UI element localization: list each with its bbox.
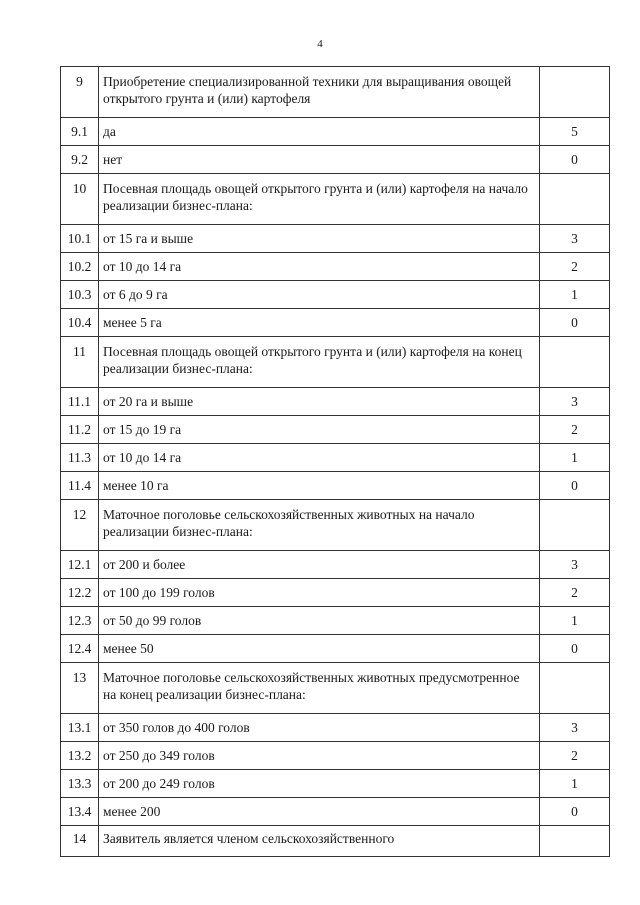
option-text: от 10 до 14 га — [99, 444, 540, 472]
score-cell: 1 — [540, 607, 610, 635]
row-number: 9.2 — [61, 146, 99, 174]
option-text: от 250 до 349 голов — [99, 742, 540, 770]
row-number: 10.1 — [61, 225, 99, 253]
table-row — [61, 472, 610, 500]
score-cell: 5 — [540, 118, 610, 146]
score-cell: 1 — [540, 281, 610, 309]
option-text: от 20 га и выше — [99, 388, 540, 416]
score-cell — [540, 500, 610, 551]
row-number: 11.1 — [61, 388, 99, 416]
row-number: 12 — [61, 500, 99, 551]
row-number: 12.3 — [61, 607, 99, 635]
row-number: 10.2 — [61, 253, 99, 281]
score-cell: 3 — [540, 388, 610, 416]
table-row-criterion — [61, 663, 610, 714]
table-row-criterion — [61, 174, 610, 225]
score-cell: 2 — [540, 253, 610, 281]
score-cell — [540, 174, 610, 225]
option-text: менее 50 — [99, 635, 540, 663]
criterion-text: Приобретение специализированной техники для выращивания овощей открытого грунта и (или) картофеля — [99, 67, 540, 118]
option-text: от 50 до 99 голов — [99, 607, 540, 635]
score-cell: 3 — [540, 714, 610, 742]
option-text: от 6 до 9 га — [99, 281, 540, 309]
score-cell: 0 — [540, 635, 610, 663]
table-row — [61, 579, 610, 607]
criteria-table — [60, 66, 610, 857]
criterion-text: Посевная площадь овощей открытого грунта и (или) картофеля на конец реализации бизнес-плана: — [99, 337, 540, 388]
score-cell: 0 — [540, 472, 610, 500]
score-cell — [540, 663, 610, 714]
row-number: 9 — [61, 67, 99, 118]
score-cell: 2 — [540, 579, 610, 607]
row-number: 11.4 — [61, 472, 99, 500]
score-cell: 3 — [540, 225, 610, 253]
option-text: менее 5 га — [99, 309, 540, 337]
option-text: от 15 до 19 га — [99, 416, 540, 444]
table-row — [61, 225, 610, 253]
row-number: 13.3 — [61, 770, 99, 798]
option-text: от 100 до 199 голов — [99, 579, 540, 607]
score-cell: 0 — [540, 309, 610, 337]
row-number: 11.3 — [61, 444, 99, 472]
row-number: 12.4 — [61, 635, 99, 663]
table-row — [61, 281, 610, 309]
score-cell: 2 — [540, 416, 610, 444]
score-cell: 3 — [540, 551, 610, 579]
option-text: от 200 и более — [99, 551, 540, 579]
score-cell: 0 — [540, 146, 610, 174]
criterion-text: Посевная площадь овощей открытого грунта и (или) картофеля на начало реализации бизнес-плана: — [99, 174, 540, 225]
criterion-text: Маточное поголовье сельскохозяйственных животных предусмотренное на конец реализации бизнес-плана: — [99, 663, 540, 714]
table-row — [61, 309, 610, 337]
row-number: 13.4 — [61, 798, 99, 826]
score-cell: 2 — [540, 742, 610, 770]
page-number: 4 — [317, 38, 323, 50]
row-number: 12.1 — [61, 551, 99, 579]
table-row — [61, 798, 610, 826]
table-row — [61, 635, 610, 663]
row-number: 10.4 — [61, 309, 99, 337]
row-number: 13.2 — [61, 742, 99, 770]
table-row — [61, 444, 610, 472]
row-number: 9.1 — [61, 118, 99, 146]
table-row — [61, 388, 610, 416]
option-text: от 10 до 14 га — [99, 253, 540, 281]
score-cell: 1 — [540, 770, 610, 798]
row-number: 14 — [61, 826, 99, 857]
score-cell — [540, 337, 610, 388]
table-row — [61, 770, 610, 798]
row-number: 11.2 — [61, 416, 99, 444]
option-text: от 15 га и выше — [99, 225, 540, 253]
score-cell: 1 — [540, 444, 610, 472]
option-text: от 200 до 249 голов — [99, 770, 540, 798]
table-row-criterion — [61, 67, 610, 118]
row-number: 12.2 — [61, 579, 99, 607]
option-text: менее 10 га — [99, 472, 540, 500]
option-text: менее 200 — [99, 798, 540, 826]
criterion-text: Заявитель является членом сельскохозяйственного — [99, 826, 540, 857]
table-row-criterion — [61, 337, 610, 388]
table-row — [61, 253, 610, 281]
table-row — [61, 607, 610, 635]
row-number: 13.1 — [61, 714, 99, 742]
row-number: 10.3 — [61, 281, 99, 309]
table-row — [61, 551, 610, 579]
option-text: от 350 голов до 400 голов — [99, 714, 540, 742]
criterion-text: Маточное поголовье сельскохозяйственных животных на начало реализации бизнес-плана: — [99, 500, 540, 551]
table-row-criterion — [61, 500, 610, 551]
row-number: 11 — [61, 337, 99, 388]
table-row — [61, 714, 610, 742]
table-row-criterion — [61, 826, 610, 857]
table-row — [61, 742, 610, 770]
score-cell — [540, 826, 610, 857]
table-row — [61, 416, 610, 444]
table-row — [61, 146, 610, 174]
row-number: 10 — [61, 174, 99, 225]
score-cell: 0 — [540, 798, 610, 826]
row-number: 13 — [61, 663, 99, 714]
option-text: да — [99, 118, 540, 146]
option-text: нет — [99, 146, 540, 174]
table-row — [61, 118, 610, 146]
score-cell — [540, 67, 610, 118]
